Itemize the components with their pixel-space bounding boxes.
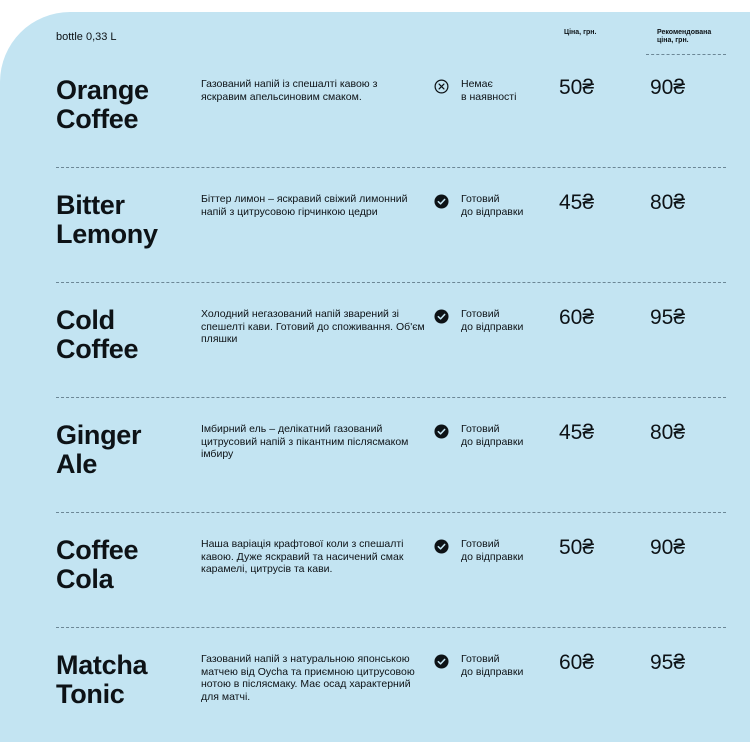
recommended-price-column-header	[657, 29, 729, 45]
product-name-line2: Coffee	[56, 334, 139, 364]
availability-status	[461, 538, 551, 563]
product-name-line1: Coffee	[56, 535, 139, 565]
check-circle-icon	[434, 309, 449, 324]
availability-status	[461, 308, 551, 333]
status-line2: до відправки	[461, 665, 524, 678]
status-line1: Готовий	[461, 193, 500, 205]
price-column-header: Ціна, грн.	[564, 29, 597, 36]
product-description: Холодний негазований напій зварений зі спешелті кави. Готовий до споживання. Об'єм пляшки	[201, 308, 425, 345]
check-circle-icon	[434, 194, 449, 209]
recommended-price-value: 80₴	[650, 191, 686, 214]
product-row-matcha-tonic	[56, 627, 726, 742]
product-name-line2: Ale	[56, 449, 98, 479]
product-name	[56, 421, 196, 479]
recommended-price-value: 90₴	[650, 76, 686, 99]
product-name-line2: Coffee	[56, 104, 139, 134]
product-name-line2: Lemony	[56, 219, 158, 249]
recommended-header-line1: Рекомендована	[657, 29, 712, 36]
availability-status	[461, 78, 551, 103]
status-line1: Немає	[461, 78, 493, 90]
product-name	[56, 536, 196, 594]
status-line2: в наявності	[461, 90, 517, 103]
price-value: 60₴	[559, 651, 595, 674]
price-value: 45₴	[559, 421, 595, 444]
product-description: Наша варіація крафтової коли з спешалті кавою. Дуже яскравий та насичений смак карамелі, цитрусів та кави.	[201, 538, 404, 575]
status-line2: до відправки	[461, 435, 524, 448]
status-line1: Готовий	[461, 308, 500, 320]
x-circle-icon	[434, 79, 449, 94]
product-row-orange-coffee	[56, 52, 726, 168]
status-line2: до відправки	[461, 550, 524, 563]
availability-status	[461, 653, 551, 678]
status-line2: до відправки	[461, 320, 524, 333]
product-name-line2: Cola	[56, 564, 114, 594]
check-circle-icon	[434, 424, 449, 439]
product-row-ginger-ale	[56, 397, 726, 513]
status-line1: Готовий	[461, 423, 500, 435]
product-name	[56, 191, 196, 249]
product-row-bitter-lemony	[56, 167, 726, 283]
product-name-line1: Ginger	[56, 420, 142, 450]
product-name-line1: Cold	[56, 305, 115, 335]
check-circle-icon	[434, 539, 449, 554]
product-name-line1: Bitter	[56, 190, 125, 220]
product-description: Біттер лимон – яскравий свіжий лимонний напій з цитрусовою гірчинкою цедри	[201, 193, 408, 218]
product-name	[56, 76, 196, 134]
status-line1: Готовий	[461, 653, 500, 665]
product-description: Імбирний ель – делікатний газований цитрусовий напій з пікантним післясмаком імбиру	[201, 423, 409, 460]
product-row-coffee-cola	[56, 512, 726, 628]
availability-status	[461, 423, 551, 448]
product-name-line1: Orange	[56, 75, 149, 105]
product-name	[56, 306, 196, 364]
product-description: Газований напій із спешалті кавою з яскравим апельсиновим смаком.	[201, 78, 378, 103]
price-value: 50₴	[559, 536, 595, 559]
recommended-price-value: 80₴	[650, 421, 686, 444]
status-line2: до відправки	[461, 205, 524, 218]
price-list-panel	[0, 12, 750, 742]
product-row-cold-coffee	[56, 282, 726, 398]
product-name	[56, 651, 196, 709]
price-value: 50₴	[559, 76, 595, 99]
bottle-size-label: bottle 0,33 L	[56, 31, 117, 43]
price-value: 45₴	[559, 191, 595, 214]
availability-status	[461, 193, 551, 218]
product-name-line2: Tonic	[56, 679, 125, 709]
check-circle-icon	[434, 654, 449, 669]
price-value: 60₴	[559, 306, 595, 329]
recommended-header-line2: ціна, грн.	[657, 37, 689, 44]
recommended-price-value: 95₴	[650, 651, 686, 674]
recommended-price-value: 95₴	[650, 306, 686, 329]
product-name-line1: Matcha	[56, 650, 148, 680]
product-description: Газований напій з натуральною японською матчею від Oycha та приємною цитрусовою нотою в післясмаку. Має осад характерний для матчі.	[201, 653, 415, 703]
status-line1: Готовий	[461, 538, 500, 550]
recommended-price-value: 90₴	[650, 536, 686, 559]
